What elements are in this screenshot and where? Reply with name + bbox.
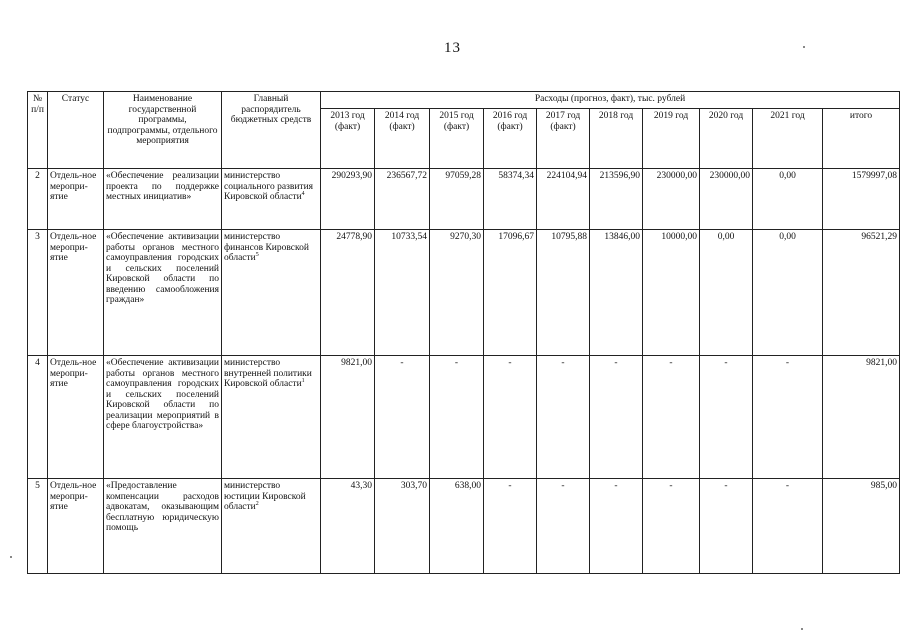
header-index: № п/п	[28, 92, 48, 169]
row-value: 0,00	[700, 230, 753, 356]
row-org-text: министерство финансов Кировской области	[224, 232, 309, 263]
header-name: Наименование государственной программы, подпрограммы, отдельного мероприятия	[104, 92, 222, 169]
row-value: 9270,30	[430, 230, 484, 356]
row-value: 290293,90	[321, 169, 375, 230]
row-org-text: министерство социального развития Кировской области	[224, 171, 314, 202]
row-value: -	[700, 356, 753, 479]
row-total: 96521,29	[823, 230, 900, 356]
row-value: 0,00	[753, 230, 823, 356]
row-value: -	[484, 356, 537, 479]
header-expenses: Расходы (прогноз, факт), тыс. рублей	[321, 92, 900, 109]
row-value: 10000,00	[643, 230, 700, 356]
row-value: -	[590, 356, 643, 479]
header-year: 2015 год (факт)	[430, 109, 484, 169]
row-value: -	[700, 479, 753, 574]
row-index: 4	[28, 356, 48, 479]
table-row	[28, 169, 900, 230]
row-index: 5	[28, 479, 48, 574]
row-value: 0,00	[753, 169, 823, 230]
header-year: 2014 год (факт)	[375, 109, 430, 169]
row-index: 3	[28, 230, 48, 356]
row-value: 9821,00	[321, 356, 375, 479]
footnote-mark: 2	[255, 500, 259, 507]
scan-speck	[803, 46, 805, 48]
row-status: Отдель-ное меропри-ятие	[48, 169, 104, 230]
row-org	[222, 169, 321, 230]
row-value: 58374,34	[484, 169, 537, 230]
row-value: 43,30	[321, 479, 375, 574]
row-index: 2	[28, 169, 48, 230]
row-value: -	[537, 479, 590, 574]
row-name: «Обеспечение активизации работы органов местного самоуправления городских и сельских поселений Кировской области по введению самообложения граждан»	[104, 230, 222, 356]
row-value: -	[375, 356, 430, 479]
budget-table	[27, 91, 900, 574]
page-number: 13	[444, 40, 461, 56]
table-row	[28, 356, 900, 479]
row-value: -	[753, 479, 823, 574]
row-name: «Обеспечение реализации проекта по поддержке местных инициатив»	[104, 169, 222, 230]
row-total: 9821,00	[823, 356, 900, 479]
row-org-text: министерство внутренней политики Кировской области	[224, 358, 312, 389]
row-org	[222, 230, 321, 356]
row-name: «Обеспечение активизации работы органов местного самоуправления городских и сельских поселений Кировской области по реализации мероприятий в сфере благоустройства»	[104, 356, 222, 479]
scan-speck	[801, 628, 803, 630]
row-value: 10733,54	[375, 230, 430, 356]
row-total: 1579997,08	[823, 169, 900, 230]
row-value: -	[643, 479, 700, 574]
header-year: 2021 год	[753, 109, 823, 169]
row-value: 230000,00	[643, 169, 700, 230]
row-org	[222, 356, 321, 479]
row-value: 213596,90	[590, 169, 643, 230]
header-row	[28, 92, 900, 109]
row-value: 13846,00	[590, 230, 643, 356]
row-value: 638,00	[430, 479, 484, 574]
header-year: 2016 год (факт)	[484, 109, 537, 169]
header-year: 2020 год	[700, 109, 753, 169]
row-org-text: министерство юстиции Кировской области	[224, 481, 306, 512]
footnote-mark: 4	[301, 190, 305, 197]
row-total: 985,00	[823, 479, 900, 574]
header-year: 2019 год	[643, 109, 700, 169]
row-value: 24778,90	[321, 230, 375, 356]
row-value: -	[590, 479, 643, 574]
row-status: Отдель-ное меропри-ятие	[48, 356, 104, 479]
scan-speck	[10, 556, 12, 558]
row-value: 230000,00	[700, 169, 753, 230]
row-value: -	[430, 356, 484, 479]
row-value: 224104,94	[537, 169, 590, 230]
row-org	[222, 479, 321, 574]
row-value: -	[484, 479, 537, 574]
header-year: 2017 год (факт)	[537, 109, 590, 169]
row-value: 10795,88	[537, 230, 590, 356]
table-row	[28, 230, 900, 356]
header-total: итого	[823, 109, 900, 169]
row-value: 97059,28	[430, 169, 484, 230]
row-name: «Предоставление компенсации расходов адвокатам, оказывающим бесплатную юридическую помощь	[104, 479, 222, 574]
row-value: -	[537, 356, 590, 479]
table-row	[28, 479, 900, 574]
row-value: -	[643, 356, 700, 479]
header-year: 2013 год (факт)	[321, 109, 375, 169]
row-value: 303,70	[375, 479, 430, 574]
header-year: 2018 год	[590, 109, 643, 169]
row-value: 236567,72	[375, 169, 430, 230]
row-value: 17096,67	[484, 230, 537, 356]
header-status: Статус	[48, 92, 104, 169]
footnote-mark: 1	[301, 377, 305, 384]
row-status: Отдель-ное меропри-ятие	[48, 230, 104, 356]
row-value: -	[753, 356, 823, 479]
footnote-mark: 5	[255, 251, 259, 258]
header-org: Главный распорядитель бюджетных средств	[222, 92, 321, 169]
row-status: Отдель-ное меропри-ятие	[48, 479, 104, 574]
